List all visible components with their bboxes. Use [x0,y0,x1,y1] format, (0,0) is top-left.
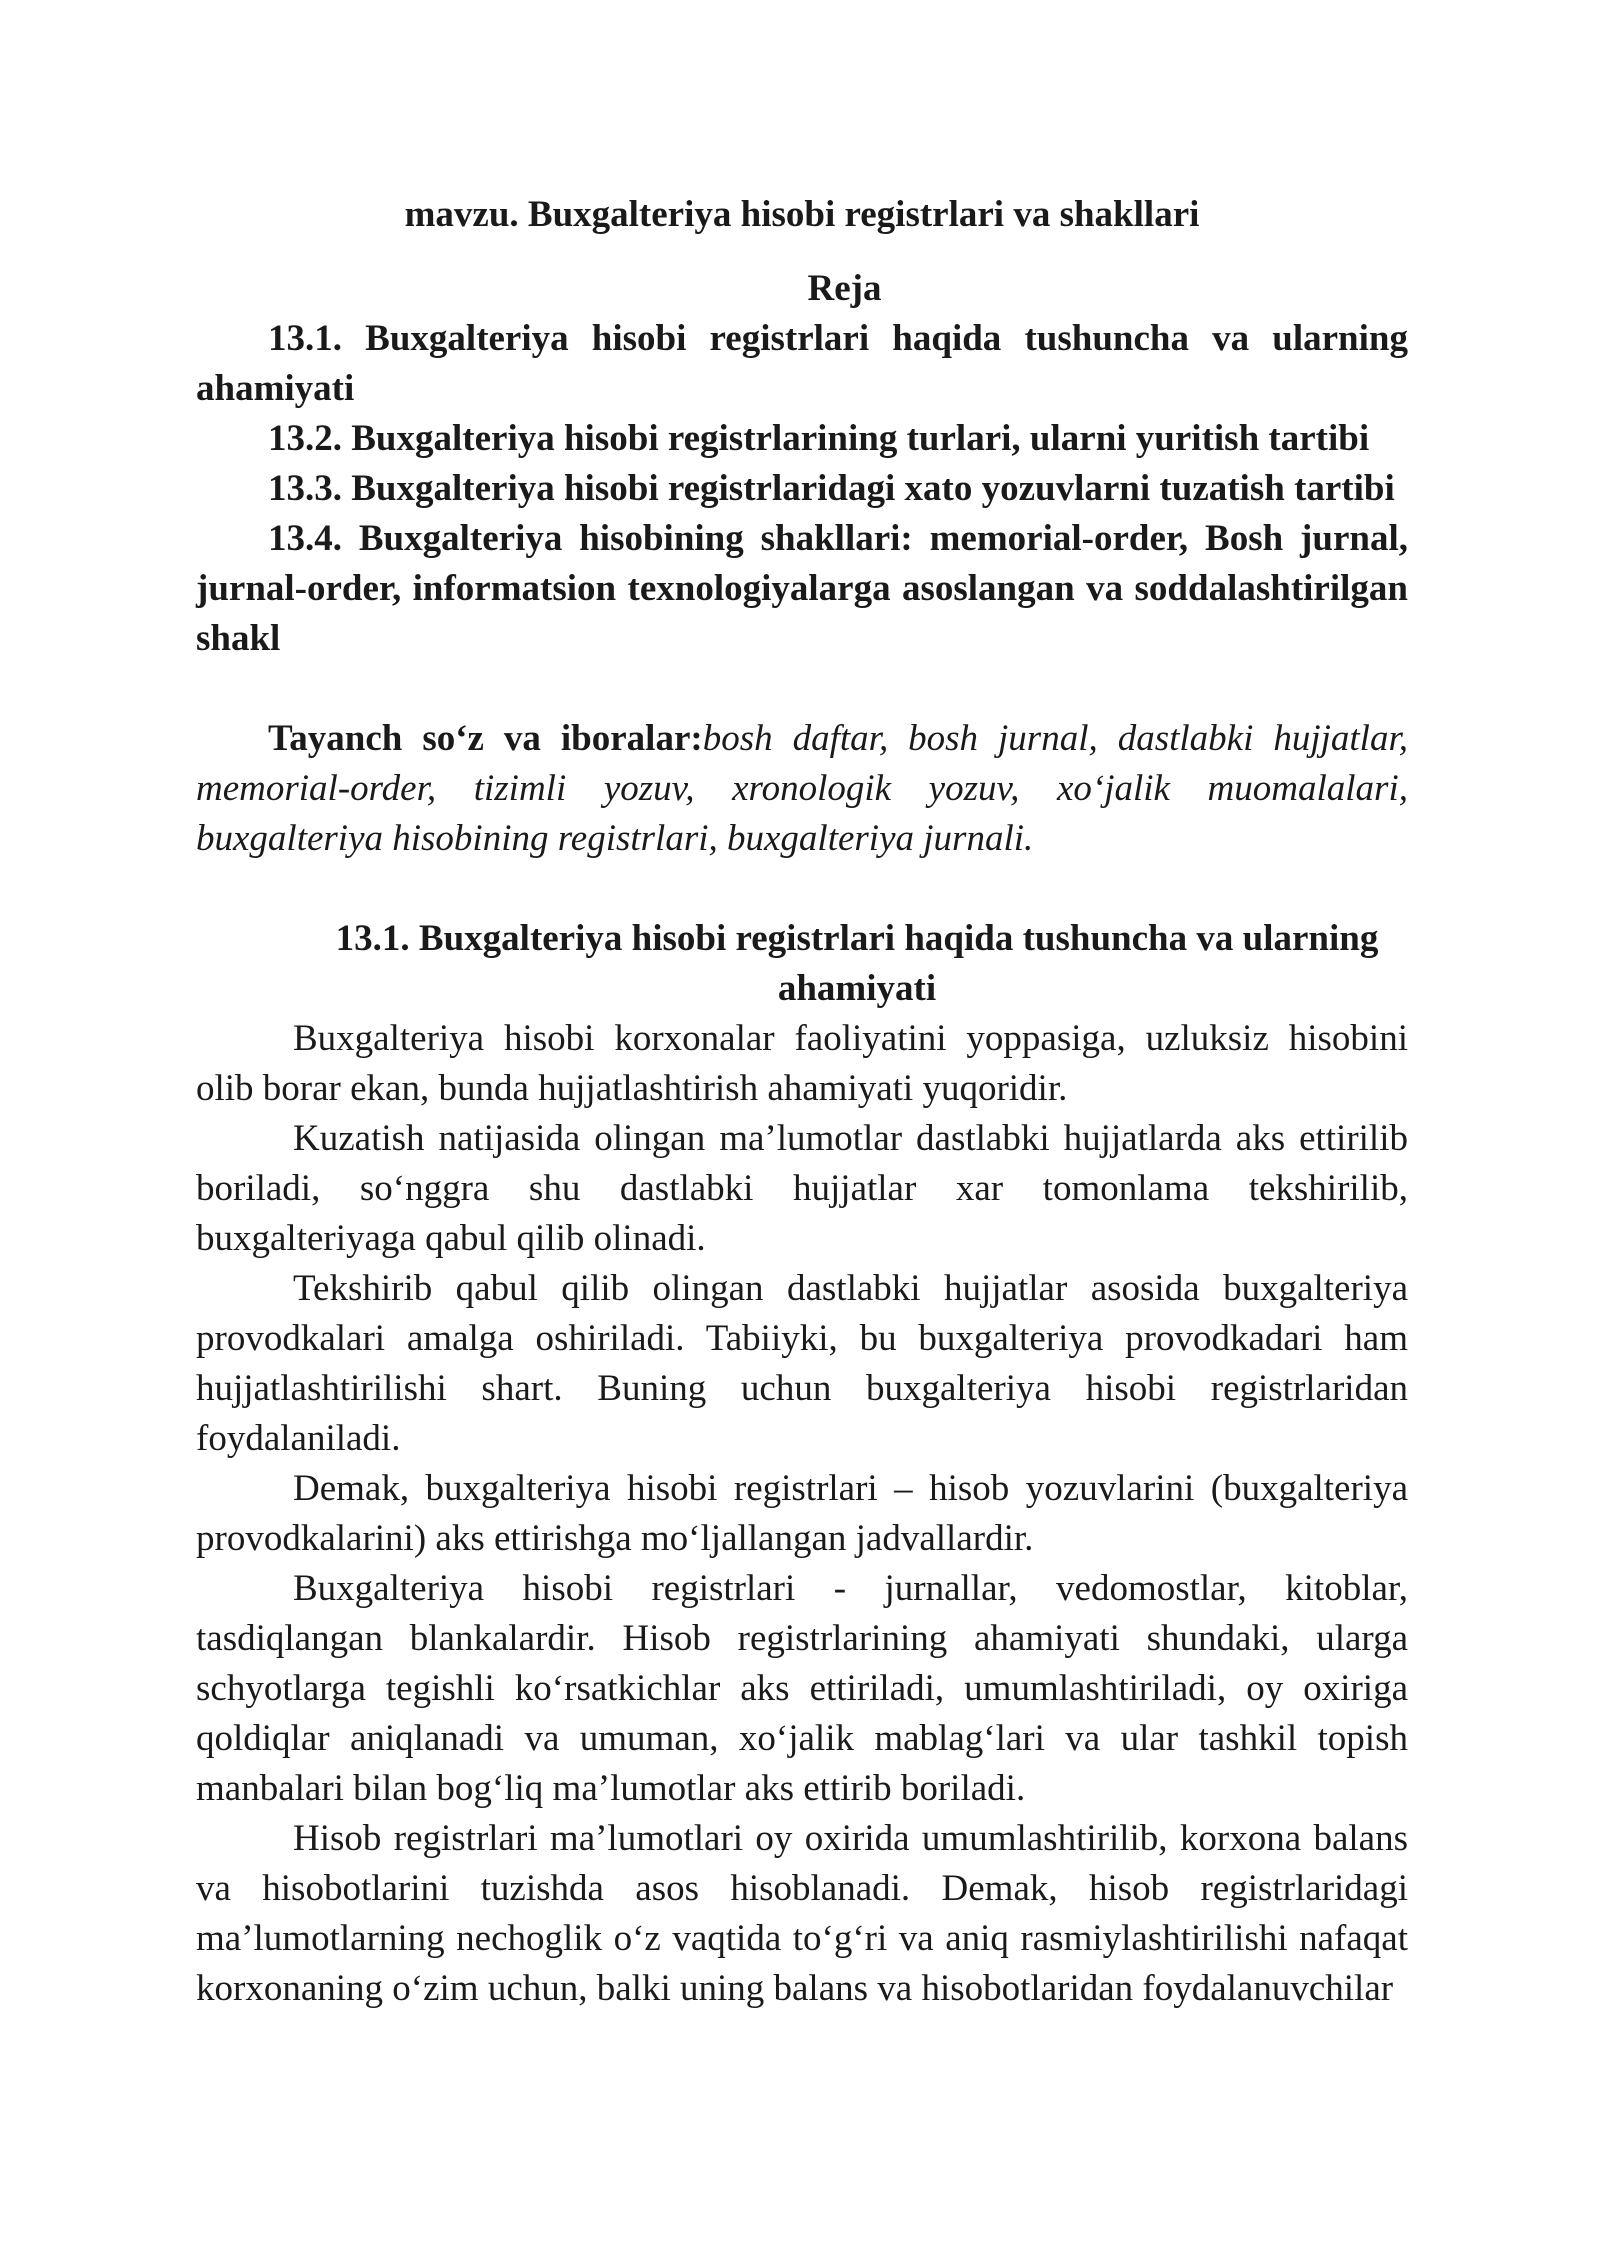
document-title: mavzu. Buxgalteriya hisobi registrlari va shakllari [404,194,1200,235]
body-paragraph: Tekshirib qabul qilib olingan dastlabki hujjatlar asosida buxgalteriya provodkalari amalga oshiriladi. Tabiiyki, bu buxgalteriya provodkadari ham hujjatlashtirilishi shart. Buning uchun buxgalteriya hisobi registrlaridan foydalaniladi. [196,1268,1408,1459]
keywords-label: Tayanch so‘z va iboralar: [268,718,703,759]
plan-item: 13.2. Buxgalteriya hisobi registrlarining turlari, ularni yuritish tartibi [268,418,1370,459]
plan-list [196,314,1408,664]
body-paragraph: Buxgalteriya hisobi korxonalar faoliyatini yoppasiga, uzluksiz hisobini olib borar ekan, bunda hujjatlashtirish ahamiyati yuqoridir. [196,1018,1408,1109]
section-heading: 13.1. Buxgalteriya hisobi registrlari haqida tushuncha va ularning ahamiyati [335,918,1379,1009]
keywords-paragraph [196,714,1408,864]
body-paragraph: Hisob registrlari ma’lumotlari oy oxirida umumlashtirilib, korxona balans va hisobotlarini tuzishda asos hisoblanadi. Demak, hisob registrlaridagi ma’lumotlarning nechoglik o‘z vaqtida to‘g‘ri va aniq rasmiylashtirilishi nafaqat korxonaning o‘zim uchun, balki uning balans va hisobotlaridan foydalanuvchilar [196,1818,1408,2009]
body-paragraph: Kuzatish natijasida olingan ma’lumotlar dastlabki hujjatlarda aks ettirilib boriladi, so‘nggra shu dastlabki hujjatlar xar tomonlama tekshirilib, buxgalteriyaga qabul qilib olinadi. [196,1118,1408,1259]
keywords-text: bosh daftar, bosh jurnal, dastlabki hujjatlar, memorial-order, tizimli yozuv, xronologik yozuv, xo‘jalik muomalalari, buxgalteriya hisobining registrlari, buxgalteriya jurnali. [196,718,1408,859]
body-paragraph: Demak, buxgalteriya hisobi registrlari – hisob yozuvlarini (buxgalteriya provodkalarini) aks ettirishga mo‘ljallangan jadvallardir. [196,1468,1408,1559]
plan-item: 13.4. Buxgalteriya hisobining shakllari: memorial-order, Bosh jurnal, jurnal-order, informatsion texnologiyalarga asoslangan va soddalashtirilgan shakl [196,518,1408,659]
plan-item: 13.1. Buxgalteriya hisobi registrlari haqida tushuncha va ularning ahamiyati [196,318,1408,409]
body-text [196,1014,1408,2014]
document-page [196,190,1408,2014]
plan-item: 13.3. Buxgalteriya hisobi registrlaridagi xato yozuvlarni tuzatish tartibi [268,468,1395,509]
plan-heading: Reja [807,268,882,309]
body-paragraph: Buxgalteriya hisobi registrlari - jurnallar, vedomostlar, kitoblar, tasdiqlangan blankalardir. Hisob registrlarining ahamiyati shundaki, ularga schyotlarga tegishli ko‘rsatkichlar aks ettiriladi, umumlashtiriladi, oy oxiriga qoldiqlar aniqlanadi va umuman, xo‘jalik mablag‘lari va ular tashkil topish manbalari bilan bog‘liq ma’lumotlar aks ettirib boriladi. [196,1568,1408,1809]
